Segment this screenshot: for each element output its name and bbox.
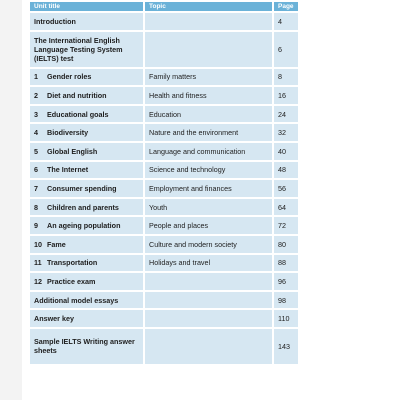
topic-cell: People and places [145,217,272,234]
topic-cell: Language and communication [145,143,272,160]
unit-title: Global English [47,146,98,156]
table-row [30,180,298,197]
table-row [30,162,298,179]
page-number-cell: 80 [274,236,298,253]
unit-title-cell [30,69,143,86]
table-row [30,199,298,216]
unit-title-cell [30,199,143,216]
topic-cell: Holidays and travel [145,255,272,272]
unit-number: 4 [34,128,38,138]
topic-cell: Nature and the environment [145,124,272,141]
unit-number: 9 [34,221,38,231]
table-row [30,292,298,309]
unit-title: Additional model essays [34,295,119,305]
unit-title-cell [30,124,143,141]
table-row [30,13,298,30]
page-number-cell: 56 [274,180,298,197]
unit-title-cell [30,32,143,67]
unit-number: 5 [34,146,38,156]
table-row [30,236,298,253]
page-number-cell: 6 [274,32,298,67]
table-row [30,217,298,234]
unit-title: Introduction [34,16,76,26]
unit-title: An ageing population [47,221,121,231]
unit-number: 3 [34,109,38,119]
document-page [22,0,400,400]
topic-cell: Culture and modern society [145,236,272,253]
unit-title-cell [30,236,143,253]
topic-cell: Family matters [145,69,272,86]
topic-cell [145,329,272,364]
topic-cell: Youth [145,199,272,216]
table-row [30,255,298,272]
table-row [30,32,298,67]
topic-cell: Health and fitness [145,87,272,104]
unit-title: The Internet [47,165,89,175]
header-unit-title: Unit title [30,2,143,11]
topic-cell: Employment and finances [145,180,272,197]
unit-number: 10 [34,239,42,249]
unit-number: 6 [34,165,38,175]
unit-title-cell [30,273,143,290]
table-row [30,329,298,364]
unit-title: Educational goals [47,109,109,119]
unit-number: 2 [34,90,38,100]
unit-title: Fame [47,239,66,249]
unit-title-cell [30,329,143,364]
table-row [30,69,298,86]
topic-cell: Education [145,106,272,123]
unit-title-cell [30,310,143,327]
topic-cell: Science and technology [145,162,272,179]
unit-number: 7 [34,183,38,193]
unit-title-cell [30,162,143,179]
unit-title-cell [30,143,143,160]
topic-cell [145,292,272,309]
topic-cell [145,13,272,30]
unit-title: Practice exam [47,276,96,286]
unit-title: Gender roles [47,72,92,82]
page-number-cell: 8 [274,69,298,86]
page-number-cell: 4 [274,13,298,30]
page-number-cell: 98 [274,292,298,309]
table-row [30,87,298,104]
unit-title: Answer key [34,314,74,324]
page-number-cell: 88 [274,255,298,272]
unit-number: 12 [34,276,42,286]
unit-number: 11 [34,258,42,268]
unit-title: Sample IELTS Writing answer sheets [34,337,135,356]
page-number-cell: 48 [274,162,298,179]
topic-cell [145,32,272,67]
page-number-cell: 110 [274,310,298,327]
unit-title-cell [30,13,143,30]
page-number-cell: 24 [274,106,298,123]
unit-title-cell [30,255,143,272]
table-row [30,273,298,290]
table-row [30,124,298,141]
unit-title-cell [30,180,143,197]
unit-number: 1 [34,72,38,82]
unit-title: Transportation [47,258,98,268]
header-topic: Topic [145,2,272,11]
table-row [30,310,298,327]
header-page: Page [274,2,298,11]
page-number-cell: 96 [274,273,298,290]
page-number-cell: 143 [274,329,298,364]
page-number-cell: 32 [274,124,298,141]
unit-title-cell [30,217,143,234]
unit-title: Children and parents [47,202,119,212]
table-row [30,143,298,160]
page-number-cell: 16 [274,87,298,104]
unit-title: Biodiversity [47,128,89,138]
contents-table [28,0,300,366]
unit-title: Diet and nutrition [47,90,107,100]
unit-title-cell [30,106,143,123]
unit-title-cell [30,292,143,309]
unit-title: The International English Language Testing System (IELTS) test [34,35,123,63]
page-number-cell: 40 [274,143,298,160]
topic-cell [145,310,272,327]
contents-rows [30,13,298,364]
table-row [30,106,298,123]
topic-cell [145,273,272,290]
page-number-cell: 72 [274,217,298,234]
page-number-cell: 64 [274,199,298,216]
unit-title: Consumer spending [47,183,117,193]
unit-title-cell [30,87,143,104]
unit-number: 8 [34,202,38,212]
